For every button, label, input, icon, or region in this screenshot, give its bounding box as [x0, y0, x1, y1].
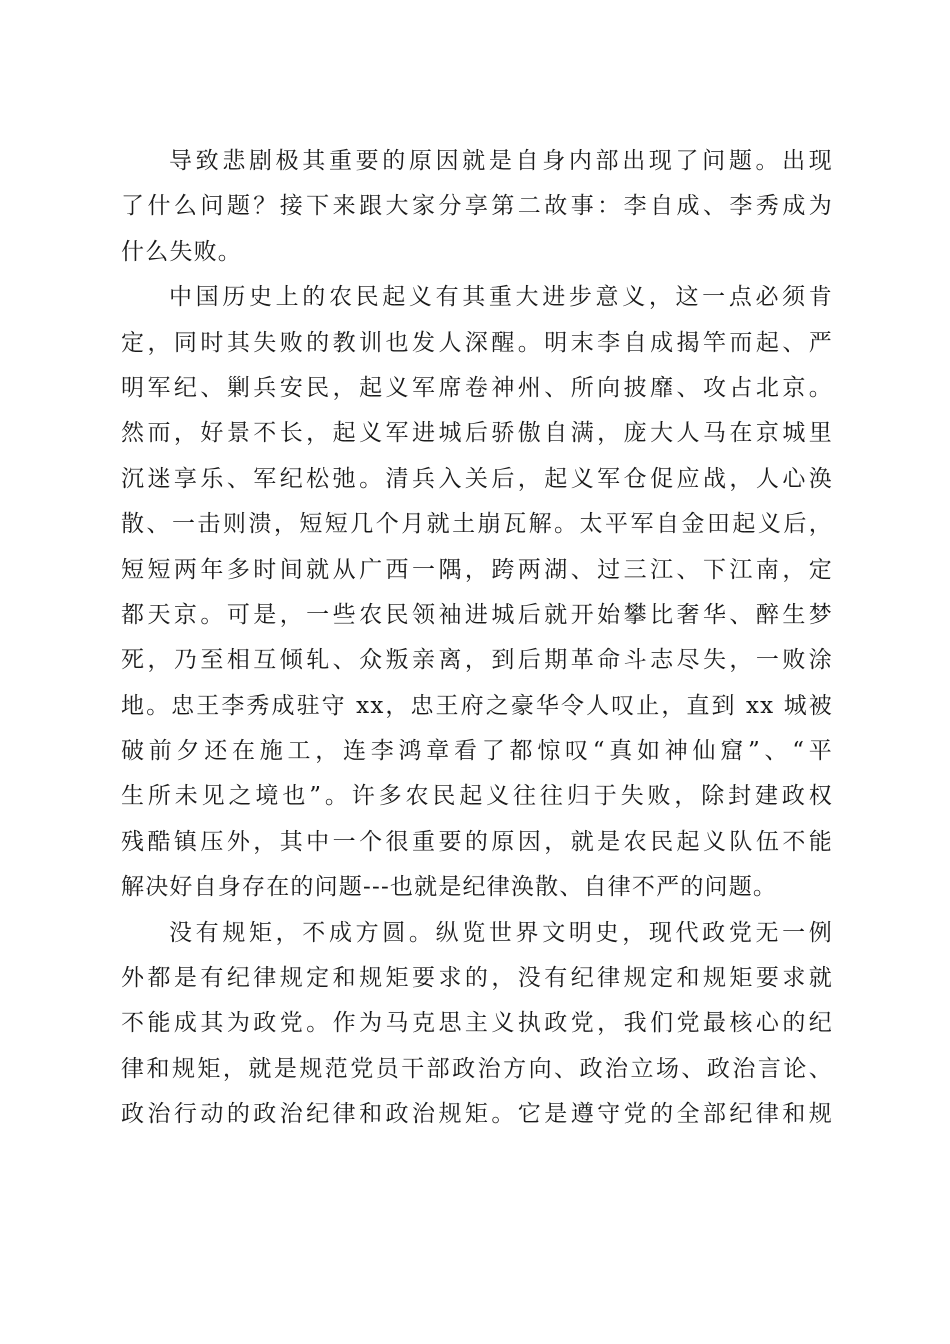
text-line: 什么失败。 [121, 238, 242, 265]
text-line: 政治行动的政治纪律和政治规矩。它是遵守党的全部纪律和规 [121, 1101, 833, 1128]
text-line: 了什么问题？接下来跟大家分享第二故事：李自成、李秀成为 [121, 193, 833, 220]
text-line: 散、一击则溃，短短几个月就土崩瓦解。太平军自金田起义后， [121, 511, 833, 538]
text-line: 导致悲剧极其重要的原因就是自身内部出现了问题。出现 [169, 148, 833, 174]
text-line: 沉迷享乐、军纪松弛。清兵入关后，起义军仓促应战，人心涣 [121, 465, 833, 492]
text-line: 短短两年多时间就从广西一隅，跨两湖、过三江、下江南，定 [121, 556, 833, 583]
text-line: 生所未见之境也”。许多农民起义往往归于失败，除封建政权 [121, 783, 833, 810]
text-line: 都天京。可是，一些农民领袖进城后就开始攀比奢华、醉生梦 [121, 601, 833, 628]
text-line: 外都是有纪律规定和规矩要求的，没有纪律规定和规矩要求就 [121, 965, 833, 992]
text-line: 解决好自身存在的问题---也就是纪律涣散、自律不严的问题。 [121, 874, 778, 901]
text-line: 死，乃至相互倾轧、众叛亲离，到后期革命斗志尽失，一败涂 [121, 647, 833, 674]
text-line: 地。忠王李秀成驻守 xx，忠王府之豪华令人叹止，直到 xx 城被 [121, 692, 833, 719]
text-line: 没有规矩，不成方圆。纵览世界文明史，现代政党无一例 [169, 919, 833, 946]
text-line: 不能成其为政党。作为马克思主义执政党，我们党最核心的纪 [121, 1010, 833, 1037]
text-line: 定，同时其失败的教训也发人深醒。明末李自成揭竿而起、严 [121, 329, 833, 356]
text-line: 破前夕还在施工，连李鸿章看了都惊叹“真如神仙窟”、“平 [121, 738, 833, 765]
text-line: 残酷镇压外，其中一个很重要的原因，就是农民起义队伍不能 [121, 828, 833, 855]
text-line: 然而，好景不长，起义军进城后骄傲自满，庞大人马在京城里 [121, 420, 833, 447]
text-line: 中国历史上的农民起义有其重大进步意义，这一点必须肯 [169, 284, 833, 311]
body-text [121, 139, 833, 1138]
text-line: 明军纪、剿兵安民，起义军席卷神州、所向披靡、攻占北京。 [121, 374, 833, 401]
text-line: 律和规矩，就是规范党员干部政治方向、政治立场、政治言论、 [121, 1055, 833, 1082]
